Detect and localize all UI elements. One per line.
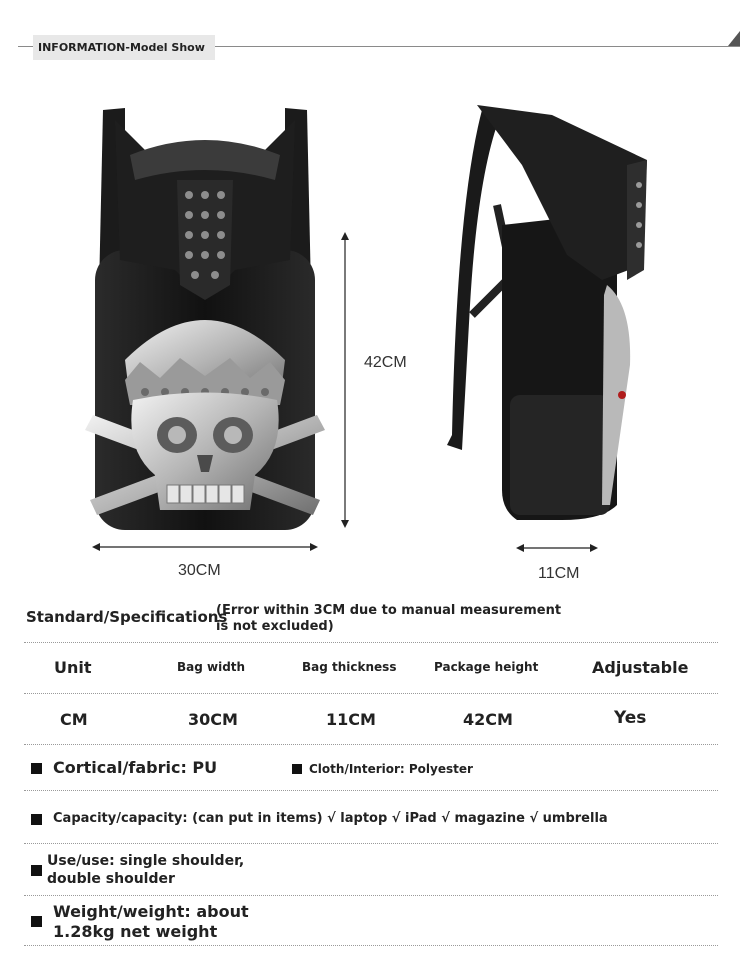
capacity-text: Capacity/capacity: (can put in items) √ laptop √ iPad √ magazine √ umbrella bbox=[53, 811, 608, 826]
spec-title: Standard/Specifications bbox=[26, 608, 228, 626]
weight-text-line2: 1.28kg net weight bbox=[53, 922, 218, 941]
use-text-line2: double shoulder bbox=[47, 871, 175, 887]
value-bag-width: 30CM bbox=[188, 710, 238, 729]
bullet-icon bbox=[31, 763, 42, 774]
value-unit: CM bbox=[60, 710, 88, 729]
divider bbox=[24, 693, 718, 694]
col-header-unit: Unit bbox=[54, 658, 92, 677]
bullet-icon bbox=[31, 814, 42, 825]
width-dimension-arrow bbox=[92, 540, 318, 554]
divider bbox=[24, 744, 718, 745]
width-label: 30CM bbox=[178, 562, 221, 579]
spec-note: (Error within 3CM due to manual measurement is not excluded) bbox=[216, 603, 562, 634]
thickness-label: 11CM bbox=[538, 565, 580, 582]
thickness-dimension-arrow bbox=[516, 541, 598, 555]
value-package-height: 42CM bbox=[463, 710, 513, 729]
height-label: 42CM bbox=[364, 354, 407, 371]
value-bag-thickness: 11CM bbox=[326, 710, 376, 729]
divider bbox=[24, 843, 718, 844]
use-text-line1: Use/use: single shoulder, bbox=[47, 853, 245, 869]
col-header-package-height: Package height bbox=[434, 660, 539, 674]
divider bbox=[24, 895, 718, 896]
section-header: INFORMATION-Model Show bbox=[33, 35, 215, 60]
backpack-front-photo bbox=[85, 100, 325, 535]
col-header-bag-width: Bag width bbox=[177, 660, 246, 674]
height-dimension-arrow bbox=[336, 232, 354, 528]
divider bbox=[24, 945, 718, 946]
value-adjustable: Yes bbox=[614, 708, 647, 728]
weight-text-line1: Weight/weight: about bbox=[53, 902, 249, 921]
divider bbox=[24, 642, 718, 643]
bullet-icon bbox=[31, 916, 42, 927]
bullet-icon bbox=[292, 764, 302, 774]
header-corner-triangle bbox=[728, 31, 740, 46]
bullet-icon bbox=[31, 865, 42, 876]
backpack-side-photo bbox=[442, 105, 662, 525]
col-header-bag-thickness: Bag thickness bbox=[302, 660, 397, 674]
divider bbox=[24, 790, 718, 791]
interior-text: Cloth/Interior: Polyester bbox=[309, 762, 473, 776]
fabric-text: Cortical/fabric: PU bbox=[53, 758, 218, 777]
col-header-adjustable: Adjustable bbox=[592, 658, 689, 677]
